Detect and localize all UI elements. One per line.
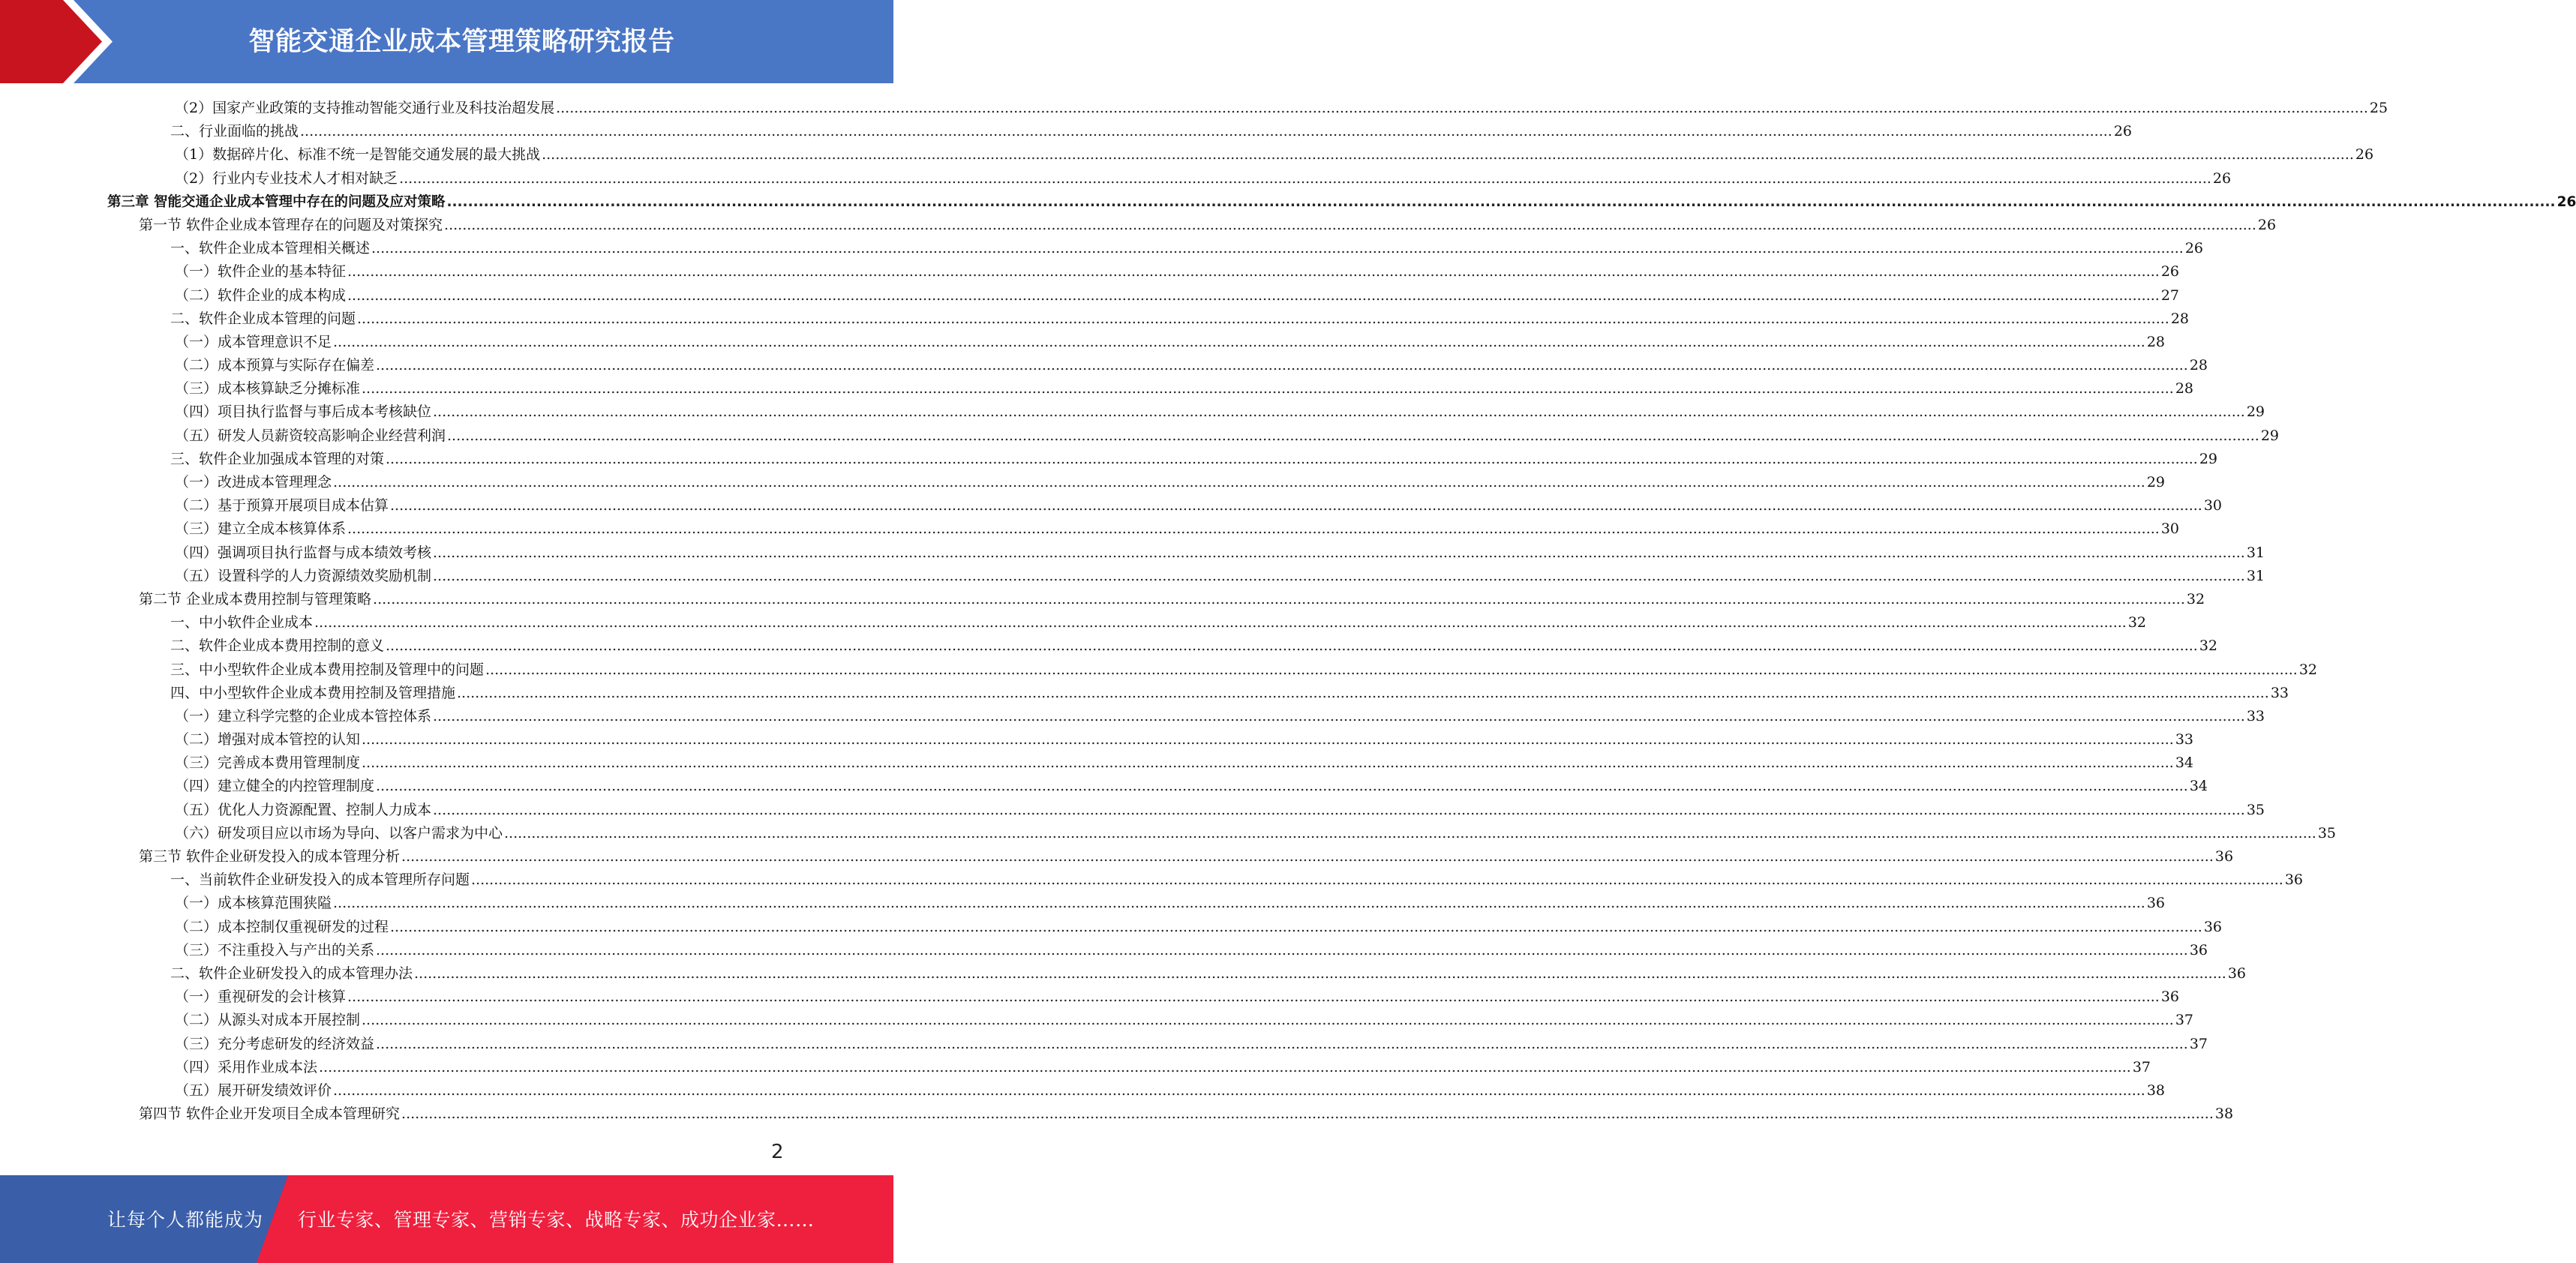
toc-entry[interactable] bbox=[0, 658, 2318, 682]
toc-entry-title: （六）研发项目应以市场为导向、以客户需求为中心 bbox=[175, 824, 503, 842]
toc-entry-title: 二、行业面临的挑战 bbox=[170, 123, 299, 140]
dot-leader: ................................................................................................................................................................................................................................................................................................................................................................................................................ bbox=[362, 754, 2174, 772]
toc-entry[interactable] bbox=[0, 1079, 2166, 1102]
dot-leader: ................................................................................................................................................................................................................................................................................................................................................................................................................ bbox=[556, 100, 2368, 116]
toc-entry-page: 26 bbox=[2355, 146, 2374, 164]
toc-entry-page: 27 bbox=[2160, 286, 2180, 304]
dot-leader: ................................................................................................................................................................................................................................................................................................................................................................................................................ bbox=[542, 146, 2354, 164]
dot-leader: ................................................................................................................................................................................................................................................................................................................................................................................................................ bbox=[373, 590, 2185, 608]
toc-entry-title: （三）不注重投入与产出的关系 bbox=[175, 941, 375, 958]
toc-entry-title: （一）重视研发的会计核算 bbox=[175, 988, 347, 1006]
toc-entry[interactable] bbox=[0, 799, 2265, 822]
toc-entry-page: 35 bbox=[2317, 824, 2337, 842]
dot-leader: ................................................................................................................................................................................................................................................................................................................................................................................................................ bbox=[433, 544, 2245, 561]
toc-entry-page: 28 bbox=[2189, 357, 2208, 374]
dot-leader: ................................................................................................................................................................................................................................................................................................................................................................................................................ bbox=[362, 731, 2174, 748]
toc-entry-title: （二）基于预算开展项目成本估算 bbox=[175, 497, 389, 514]
toc-entry-title: 第一节 软件企业成本管理存在的问题及对策探究 bbox=[139, 216, 443, 233]
toc-entry-title: （三）成本核算缺乏分摊标准 bbox=[175, 380, 361, 398]
toc-entry-page: 36 bbox=[2203, 918, 2223, 935]
dot-leader: ................................................................................................................................................................................................................................................................................................................................................................................................................ bbox=[401, 848, 2214, 865]
toc-entry-page: 32 bbox=[2298, 661, 2318, 678]
dot-leader: ................................................................................................................................................................................................................................................................................................................................................................................................................ bbox=[362, 380, 2174, 398]
toc-entry[interactable] bbox=[0, 634, 2218, 658]
toc-entry[interactable] bbox=[0, 214, 2277, 237]
toc-entry-title: （三）完善成本费用管理制度 bbox=[175, 754, 361, 772]
toc-entry[interactable] bbox=[0, 354, 2208, 377]
toc-entry[interactable] bbox=[0, 705, 2265, 728]
toc-entry[interactable] bbox=[0, 845, 2234, 868]
toc-entry-title: （一）软件企业的基本特征 bbox=[175, 263, 347, 280]
dot-leader: ................................................................................................................................................................................................................................................................................................................................................................................................................ bbox=[333, 895, 2145, 912]
toc-entry[interactable] bbox=[0, 868, 2304, 892]
dot-leader: ................................................................................................................................................................................................................................................................................................................................................................................................................ bbox=[447, 427, 2259, 444]
toc-entry-page: 30 bbox=[2203, 497, 2223, 514]
toc-entry-title: （二）成本预算与实际存在偏差 bbox=[175, 357, 375, 374]
footer-slogan-left: 让每个人都能成为 bbox=[107, 1209, 264, 1231]
toc-entry-page: 33 bbox=[2270, 684, 2289, 701]
dot-leader: ................................................................................................................................................................................................................................................................................................................................................................................................................ bbox=[300, 123, 2112, 140]
toc-entry[interactable] bbox=[0, 1056, 2151, 1079]
toc-entry-page: 26 bbox=[2556, 194, 2576, 210]
toc-entry-page: 32 bbox=[2199, 638, 2218, 655]
toc-entry[interactable] bbox=[0, 448, 2218, 471]
toc-entry-page: 36 bbox=[2189, 941, 2208, 958]
footer-slogan-right: 行业专家、管理专家、营销专家、战略专家、成功企业家…… bbox=[298, 1209, 815, 1231]
toc-entry[interactable] bbox=[0, 775, 2208, 798]
toc-entry[interactable] bbox=[0, 1102, 2234, 1126]
toc-entry-page: 26 bbox=[2184, 240, 2204, 257]
toc-entry[interactable] bbox=[0, 377, 2194, 400]
toc-entry-title: 二、软件企业成本管理的问题 bbox=[170, 310, 356, 327]
toc-entry-title: 一、软件企业成本管理相关概述 bbox=[170, 240, 371, 257]
dot-leader: ................................................................................................................................................................................................................................................................................................................................................................................................................ bbox=[347, 520, 2160, 538]
dot-leader: ................................................................................................................................................................................................................................................................................................................................................................................................................ bbox=[390, 918, 2202, 935]
toc-entry-page: 36 bbox=[2214, 848, 2234, 865]
toc-entry[interactable] bbox=[0, 565, 2265, 588]
toc-entry[interactable] bbox=[0, 143, 2374, 166]
toc-entry[interactable] bbox=[0, 284, 2180, 308]
toc-entry-page: 29 bbox=[2260, 427, 2280, 444]
toc-entry[interactable] bbox=[0, 400, 2265, 424]
toc-entry-title: 一、当前软件企业研发投入的成本管理所存问题 bbox=[170, 872, 470, 889]
toc-entry-page: 32 bbox=[2127, 614, 2147, 632]
toc-entry-title: （2）行业内专业技术人才相对缺乏 bbox=[175, 170, 398, 187]
toc-entry[interactable] bbox=[0, 986, 2180, 1009]
toc-entry-title: （五）优化人力资源配置、控制人力成本 bbox=[175, 801, 432, 818]
page-number: 2 bbox=[771, 1141, 784, 1163]
toc-entry-title: （五）研发人员薪资较高影响企业经营利润 bbox=[175, 427, 446, 444]
dot-leader: ................................................................................................................................................................................................................................................................................................................................................................................................................ bbox=[371, 240, 2184, 257]
toc-entry[interactable] bbox=[0, 822, 2337, 845]
dot-leader: ................................................................................................................................................................................................................................................................................................................................................................................................................ bbox=[433, 567, 2245, 584]
toc-entry[interactable] bbox=[0, 1033, 2208, 1056]
dot-leader: ................................................................................................................................................................................................................................................................................................................................................................................................................ bbox=[446, 194, 2556, 210]
dot-leader: ................................................................................................................................................................................................................................................................................................................................................................................................................ bbox=[319, 1058, 2131, 1076]
toc-entry-title: （四）采用作业成本法 bbox=[175, 1058, 318, 1076]
toc-entry-page: 28 bbox=[2175, 380, 2194, 398]
toc-entry-title: （五）设置科学的人力资源绩效奖励机制 bbox=[175, 567, 432, 584]
dot-leader: ................................................................................................................................................................................................................................................................................................................................................................................................................ bbox=[376, 778, 2188, 795]
toc-entry-page: 35 bbox=[2246, 801, 2265, 818]
toc-entry-title: （一）成本管理意识不足 bbox=[175, 333, 332, 350]
toc-entry-title: （四）强调项目执行监督与成本绩效考核 bbox=[175, 544, 432, 561]
toc-entry-page: 33 bbox=[2246, 707, 2265, 724]
dot-leader: ................................................................................................................................................................................................................................................................................................................................................................................................................ bbox=[376, 941, 2188, 958]
dot-leader: ................................................................................................................................................................................................................................................................................................................................................................................................................ bbox=[433, 801, 2245, 818]
page-header bbox=[0, 0, 893, 83]
toc-entry[interactable] bbox=[0, 542, 2265, 565]
toc-entry-title: 第二节 企业成本费用控制与管理策略 bbox=[139, 590, 372, 608]
toc-entry-page: 29 bbox=[2199, 450, 2218, 467]
toc-entry-page: 25 bbox=[2369, 100, 2388, 116]
dot-leader: ................................................................................................................................................................................................................................................................................................................................................................................................................ bbox=[504, 824, 2316, 842]
dot-leader: ................................................................................................................................................................................................................................................................................................................................................................................................................ bbox=[401, 1106, 2214, 1123]
toc-entry-page: 26 bbox=[2113, 123, 2133, 140]
toc-entry[interactable] bbox=[0, 120, 2133, 143]
toc-entry-title: 二、软件企业研发投入的成本管理办法 bbox=[170, 964, 413, 982]
toc-entry-title: （四）建立健全的内控管理制度 bbox=[175, 778, 375, 795]
dot-leader: ................................................................................................................................................................................................................................................................................................................................................................................................................ bbox=[357, 310, 2169, 327]
toc-entry-page: 37 bbox=[2175, 1012, 2194, 1029]
page-footer bbox=[0, 1175, 893, 1263]
toc-entry-title: （一）建立科学完整的企业成本管控体系 bbox=[175, 707, 432, 724]
toc-entry-page: 28 bbox=[2146, 333, 2166, 350]
toc-entry[interactable] bbox=[0, 939, 2208, 962]
dot-leader: ................................................................................................................................................................................................................................................................................................................................................................................................................ bbox=[399, 170, 2211, 187]
toc-entry-page: 34 bbox=[2175, 754, 2194, 772]
toc-entry-title: 三、中小型软件企业成本费用控制及管理中的问题 bbox=[170, 661, 485, 678]
dot-leader: ................................................................................................................................................................................................................................................................................................................................................................................................................ bbox=[414, 964, 2226, 982]
toc-entry-title: 一、中小软件企业成本 bbox=[170, 614, 314, 632]
dot-leader: ................................................................................................................................................................................................................................................................................................................................................................................................................ bbox=[376, 1035, 2188, 1052]
toc-entry-page: 31 bbox=[2246, 567, 2265, 584]
toc-entry-page: 33 bbox=[2175, 731, 2194, 748]
toc-entry[interactable] bbox=[0, 611, 2147, 634]
toc-entry[interactable] bbox=[0, 494, 2223, 518]
toc-entry[interactable] bbox=[0, 892, 2166, 915]
toc-entry-page: 36 bbox=[2227, 964, 2247, 982]
dot-leader: ................................................................................................................................................................................................................................................................................................................................................................................................................ bbox=[333, 333, 2145, 350]
toc-entry[interactable] bbox=[0, 962, 2247, 986]
toc-entry[interactable] bbox=[0, 97, 2388, 120]
dot-leader: ................................................................................................................................................................................................................................................................................................................................................................................................................ bbox=[457, 684, 2269, 701]
dot-leader: ................................................................................................................................................................................................................................................................................................................................................................................................................ bbox=[347, 988, 2160, 1006]
toc-entry-title: （三）建立全成本核算体系 bbox=[175, 520, 347, 538]
toc-entry-page: 31 bbox=[2246, 544, 2265, 561]
toc-entry-page: 38 bbox=[2214, 1106, 2234, 1123]
toc-entry[interactable] bbox=[0, 518, 2180, 541]
toc-entry[interactable] bbox=[0, 471, 2166, 494]
toc-entry-page: 38 bbox=[2146, 1082, 2166, 1099]
toc-entry[interactable] bbox=[0, 167, 2232, 190]
toc-entry-page: 29 bbox=[2246, 404, 2265, 421]
toc-entry-title: （二）软件企业的成本构成 bbox=[175, 286, 347, 304]
toc-entry[interactable] bbox=[0, 588, 2205, 611]
toc-entry-page: 29 bbox=[2146, 474, 2166, 490]
dot-leader: ................................................................................................................................................................................................................................................................................................................................................................................................................ bbox=[333, 1082, 2145, 1099]
toc-entry-page: 26 bbox=[2212, 170, 2232, 187]
dot-leader: ................................................................................................................................................................................................................................................................................................................................................................................................................ bbox=[433, 707, 2245, 724]
toc-entry-page: 26 bbox=[2257, 216, 2277, 233]
toc-entry-title: （二）增强对成本管控的认知 bbox=[175, 731, 361, 748]
toc-entry-title: 三、软件企业加强成本管理的对策 bbox=[170, 450, 385, 467]
toc-entry-title: （2）国家产业政策的支持推动智能交通行业及科技治超发展 bbox=[175, 100, 555, 116]
dot-leader: ................................................................................................................................................................................................................................................................................................................................................................................................................ bbox=[390, 497, 2202, 514]
toc-entry-page: 26 bbox=[2160, 263, 2180, 280]
toc-chapter-entry[interactable] bbox=[0, 190, 2576, 214]
toc-entry-title: （一）改进成本管理理念 bbox=[175, 474, 332, 490]
dot-leader: ................................................................................................................................................................................................................................................................................................................................................................................................................ bbox=[314, 614, 2127, 632]
dot-leader: ................................................................................................................................................................................................................................................................................................................................................................................................................ bbox=[444, 216, 2256, 233]
toc-entry-page: 30 bbox=[2160, 520, 2180, 538]
toc-entry[interactable] bbox=[0, 752, 2194, 775]
toc-entry-page: 32 bbox=[2186, 590, 2205, 608]
toc-entry[interactable] bbox=[0, 260, 2180, 284]
document-title: 智能交通企业成本管理策略研究报告 bbox=[248, 27, 675, 57]
toc-entry-title: 二、软件企业成本费用控制的意义 bbox=[170, 638, 385, 655]
toc-entry[interactable] bbox=[0, 331, 2166, 354]
toc-entry-page: 37 bbox=[2132, 1058, 2151, 1076]
toc-entry-title: （四）项目执行监督与事后成本考核缺位 bbox=[175, 404, 432, 421]
dot-leader: ................................................................................................................................................................................................................................................................................................................................................................................................................ bbox=[386, 638, 2198, 655]
dot-leader: ................................................................................................................................................................................................................................................................................................................................................................................................................ bbox=[485, 661, 2298, 678]
toc-entry-page: 36 bbox=[2146, 895, 2166, 912]
toc-entry-title: 四、中小型软件企业成本费用控制及管理措施 bbox=[170, 684, 456, 701]
table-of-contents bbox=[0, 97, 2576, 1126]
toc-entry-title: （1）数据碎片化、标准不统一是智能交通发展的最大挑战 bbox=[175, 146, 541, 164]
toc-entry-page: 34 bbox=[2189, 778, 2208, 795]
dot-leader: ................................................................................................................................................................................................................................................................................................................................................................................................................ bbox=[471, 872, 2283, 889]
toc-entry-title: （一）成本核算范围狭隘 bbox=[175, 895, 332, 912]
toc-entry[interactable] bbox=[0, 424, 2280, 448]
toc-entry[interactable] bbox=[0, 237, 2204, 260]
dot-leader: ................................................................................................................................................................................................................................................................................................................................................................................................................ bbox=[433, 404, 2245, 421]
toc-entry-title: （二）成本控制仅重视研发的过程 bbox=[175, 918, 389, 935]
toc-entry-title: 第三章 智能交通企业成本管理中存在的问题及应对策略 bbox=[107, 194, 446, 210]
toc-entry[interactable] bbox=[0, 916, 2223, 939]
dot-leader: ................................................................................................................................................................................................................................................................................................................................................................................................................ bbox=[333, 474, 2145, 490]
toc-entry-title: （二）从源头对成本开展控制 bbox=[175, 1012, 361, 1029]
dot-leader: ................................................................................................................................................................................................................................................................................................................................................................................................................ bbox=[376, 357, 2188, 374]
toc-entry[interactable] bbox=[0, 1009, 2194, 1032]
dot-leader: ................................................................................................................................................................................................................................................................................................................................................................................................................ bbox=[347, 263, 2160, 280]
toc-entry-page: 37 bbox=[2189, 1035, 2208, 1052]
toc-entry-title: （三）充分考虑研发的经济效益 bbox=[175, 1035, 375, 1052]
toc-entry-title: 第三节 软件企业研发投入的成本管理分析 bbox=[139, 848, 401, 865]
toc-entry-page: 36 bbox=[2284, 872, 2304, 889]
toc-entry-page: 36 bbox=[2160, 988, 2180, 1006]
dot-leader: ................................................................................................................................................................................................................................................................................................................................................................................................................ bbox=[386, 450, 2198, 467]
dot-leader: ................................................................................................................................................................................................................................................................................................................................................................................................................ bbox=[347, 286, 2160, 304]
toc-entry[interactable] bbox=[0, 682, 2289, 705]
toc-entry-page: 28 bbox=[2170, 310, 2190, 327]
toc-entry[interactable] bbox=[0, 308, 2190, 331]
toc-entry-title: 第四节 软件企业开发项目全成本管理研究 bbox=[139, 1106, 401, 1123]
toc-entry-title: （五）展开研发绩效评价 bbox=[175, 1082, 332, 1099]
toc-entry[interactable] bbox=[0, 728, 2194, 752]
dot-leader: ................................................................................................................................................................................................................................................................................................................................................................................................................ bbox=[362, 1012, 2174, 1029]
